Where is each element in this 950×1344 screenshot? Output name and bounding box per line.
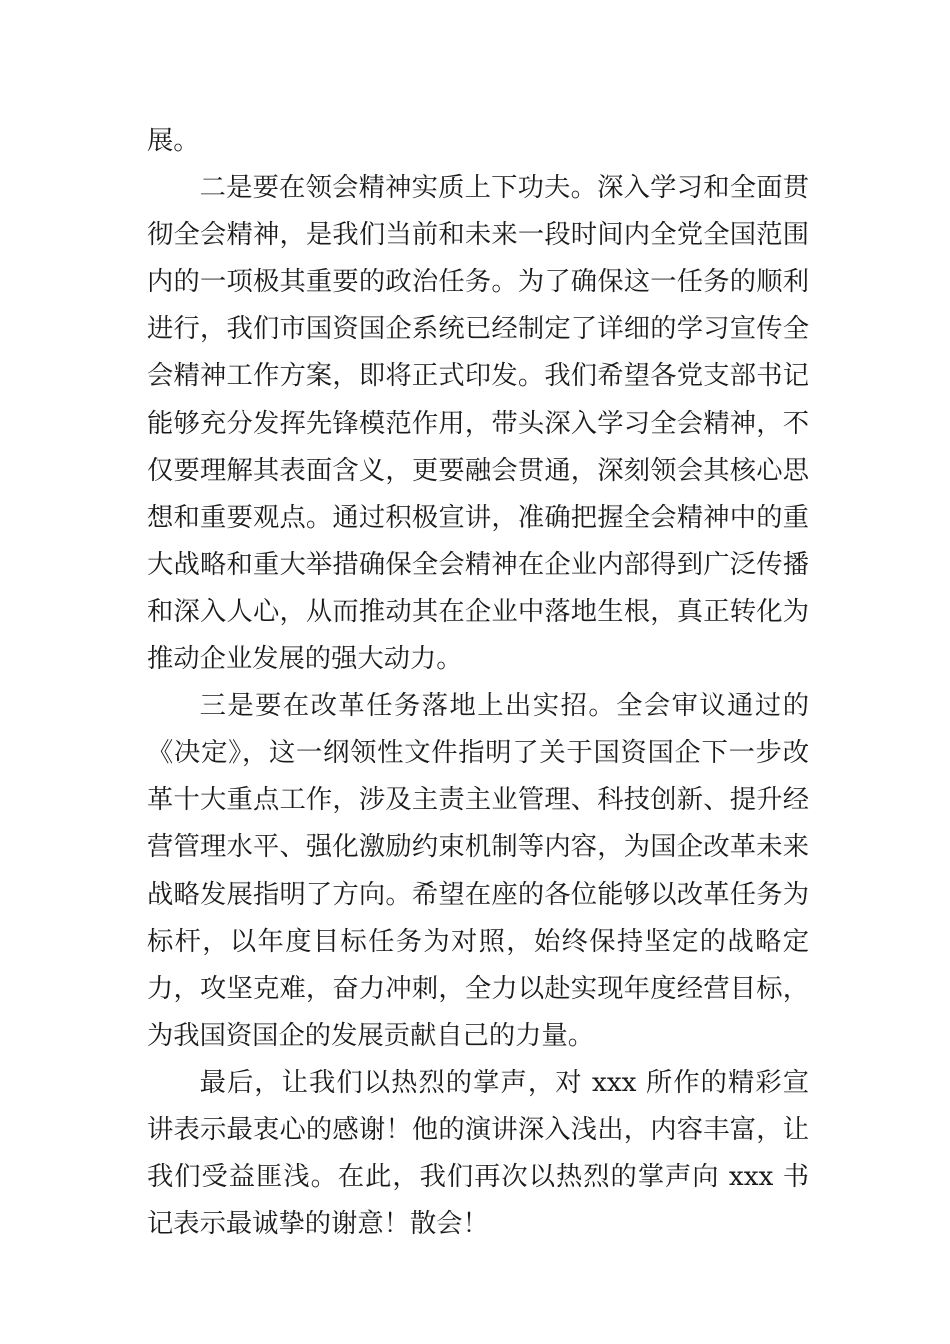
paragraph-point-two: 二是要在领会精神实质上下功夫。深入学习和全面贯彻全会精神，是我们当前和未来一段时间内全党全国范围内的一项极其重要的政治任务。为了确保这一任务的顺利进行，我们市国资国企系统已经制定了详细的学习宣传全会精神工作方案，即将正式印发。我们希望各党支部书记能够充分发挥先锋模范作用，带头深入学习全会精神，不仅要理解其表面含义，更要融会贯通，深刻领会其核心思想和重要观点。通过积极宣讲，准确把握全会精神中的重大战略和重大举措确保全会精神在企业内部得到广泛传播和深入人心，从而推动其在企业中落地生根，真正转化为推动企业发展的强大动力。	[147, 173, 809, 675]
paragraph-closing: 最后，让我们以热烈的掌声，对 xxx 所作的精彩宣讲表示最衷心的感谢！他的演讲深入浅出，内容丰富，让我们受益匪浅。在此，我们再次以热烈的掌声向 xxx 书记表示最诚挚的谢意！散会！	[147, 1067, 809, 1240]
paragraph-point-three: 三是要在改革任务落地上出实招。全会审议通过的《决定》，这一纲领性文件指明了关于国资国企下一步改革十大重点工作，涉及主责主业管理、科技创新、提升经营管理水平、强化激励约束机制等内容，为国企改革未来战略发展指明了方向。希望在座的各位能够以改革任务为标杆，以年度目标任务为对照，始终保持坚定的战略定力，攻坚克难，奋力冲刺，全力以赴实现年度经营目标，为我国资国企的发展贡献自己的力量。	[147, 691, 809, 1051]
document-body	[147, 118, 809, 1248]
paragraph-continuation: 展。	[147, 126, 200, 156]
